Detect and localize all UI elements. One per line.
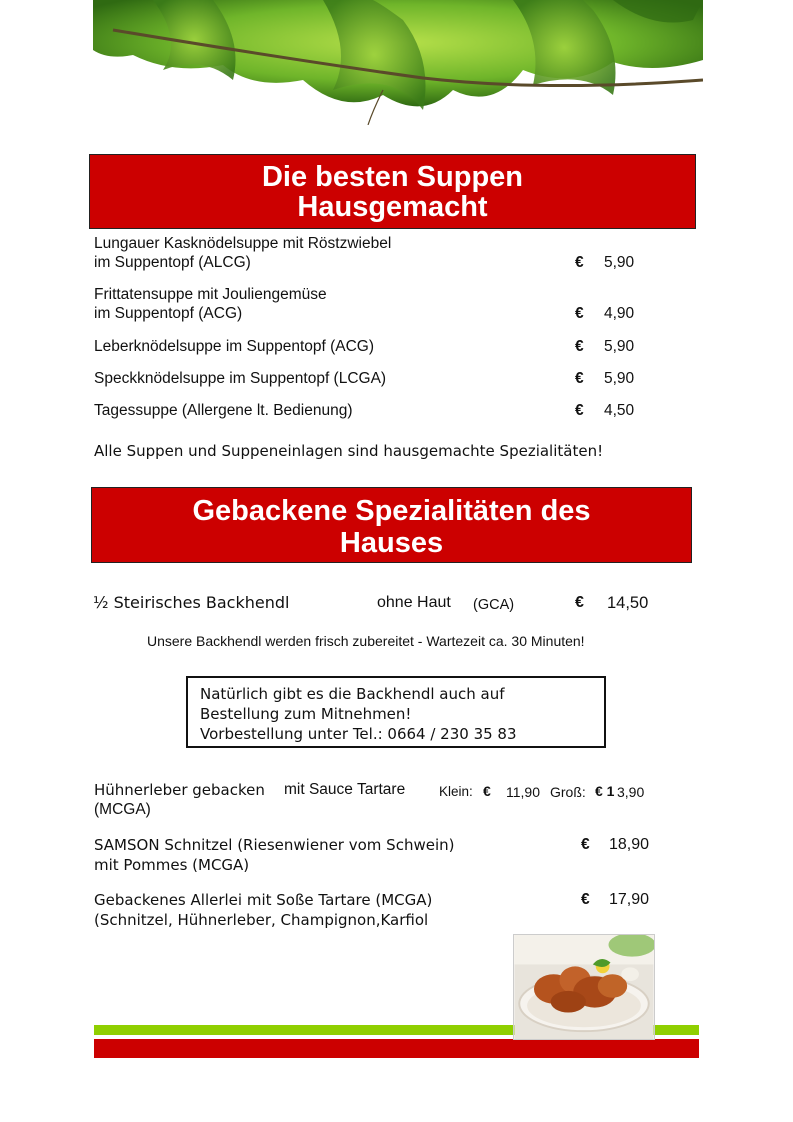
currency-symbol: € bbox=[575, 594, 584, 611]
leber-small-label: Klein: bbox=[439, 784, 473, 799]
currency-symbol: € bbox=[575, 402, 584, 419]
takeaway-box bbox=[186, 676, 606, 748]
leber-sauce: mit Sauce Tartare bbox=[284, 781, 406, 798]
currency-symbol: € bbox=[575, 254, 584, 271]
currency-symbol: € bbox=[483, 783, 491, 799]
backhendl-price: 14,50 bbox=[607, 594, 649, 612]
soups-title-line2: Hausgemacht bbox=[297, 191, 488, 223]
soup-item-name: Speckknödelsuppe im Suppentopf (LCGA) bbox=[94, 370, 387, 387]
red-stripe bbox=[94, 1039, 699, 1058]
backhendl-variant: ohne Haut bbox=[377, 594, 451, 611]
fried-chicken-photo bbox=[513, 934, 655, 1040]
currency-symbol: € bbox=[575, 370, 584, 387]
allerlei-price: 17,90 bbox=[609, 891, 650, 908]
currency-symbol: € bbox=[581, 836, 590, 853]
takeaway-phone: Vorbestellung unter Tel.: 0664 / 230 35 83 bbox=[200, 725, 517, 743]
soup-item-price: 5,90 bbox=[604, 338, 635, 355]
soups-banner bbox=[89, 154, 696, 229]
currency-symbol: € bbox=[575, 338, 584, 355]
soup-item-price: 5,90 bbox=[604, 370, 635, 387]
backhendl-note: Unsere Backhendl werden frisch zubereitet - Wartezeit ca. 30 Minuten! bbox=[147, 633, 585, 649]
leber-large-label: Groß: bbox=[550, 784, 586, 800]
soup-item-price: 4,50 bbox=[604, 402, 635, 419]
samson-name: SAMSON Schnitzel (Riesenwiener vom Schwein) bbox=[94, 836, 455, 854]
takeaway-line1: Natürlich gibt es die Backhendl auch auf bbox=[200, 685, 505, 703]
soup-item-detail: im Suppentopf (ALCG) bbox=[94, 254, 251, 271]
fried-title-line2: Hauses bbox=[339, 527, 444, 559]
currency-symbol: € bbox=[581, 891, 590, 908]
soup-item-name: Lungauer Kasknödelsuppe mit Röstzwiebel bbox=[94, 235, 392, 252]
samson-detail: mit Pommes (MCGA) bbox=[94, 856, 250, 874]
vine-leaves-image bbox=[93, 0, 703, 125]
soup-item-price: 5,90 bbox=[604, 254, 635, 271]
soup-item-name: Leberknödelsuppe im Suppentopf (ACG) bbox=[94, 338, 375, 355]
allerlei-name: Gebackenes Allerlei mit Soße Tartare (MCGA) bbox=[94, 891, 433, 909]
soup-item-name: Frittatensuppe mit Jouliengemüse bbox=[94, 286, 327, 303]
leber-name: Hühnerleber gebacken bbox=[94, 781, 265, 799]
backhendl-allergens: (GCA) bbox=[473, 597, 515, 613]
takeaway-line2: Bestellung zum Mitnehmen! bbox=[200, 705, 412, 723]
soup-item-price: 4,90 bbox=[604, 305, 635, 322]
leber-allergens: (MCGA) bbox=[94, 801, 151, 818]
soups-note: Alle Suppen und Suppeneinlagen sind hausgemachte Spezialitäten! bbox=[94, 442, 604, 460]
soup-item-name: Tagessuppe (Allergene lt. Bedienung) bbox=[94, 402, 353, 419]
leber-large-price-prefix: € 1 bbox=[595, 783, 615, 799]
samson-price: 18,90 bbox=[609, 836, 650, 853]
fried-banner bbox=[91, 487, 692, 563]
allerlei-detail: (Schnitzel, Hühnerleber, Champignon,Karfiol bbox=[94, 911, 429, 929]
backhendl-name: ½ Steirisches Backhendl bbox=[93, 593, 290, 612]
soups-title-line1: Die besten Suppen bbox=[261, 161, 524, 193]
leber-large-price: 3,90 bbox=[617, 784, 645, 800]
currency-symbol: € bbox=[575, 305, 584, 322]
soup-item-detail: im Suppentopf (ACG) bbox=[94, 305, 243, 322]
fried-title-line1: Gebackene Spezialitäten des bbox=[192, 495, 591, 527]
leber-small-price: 11,90 bbox=[506, 784, 540, 800]
